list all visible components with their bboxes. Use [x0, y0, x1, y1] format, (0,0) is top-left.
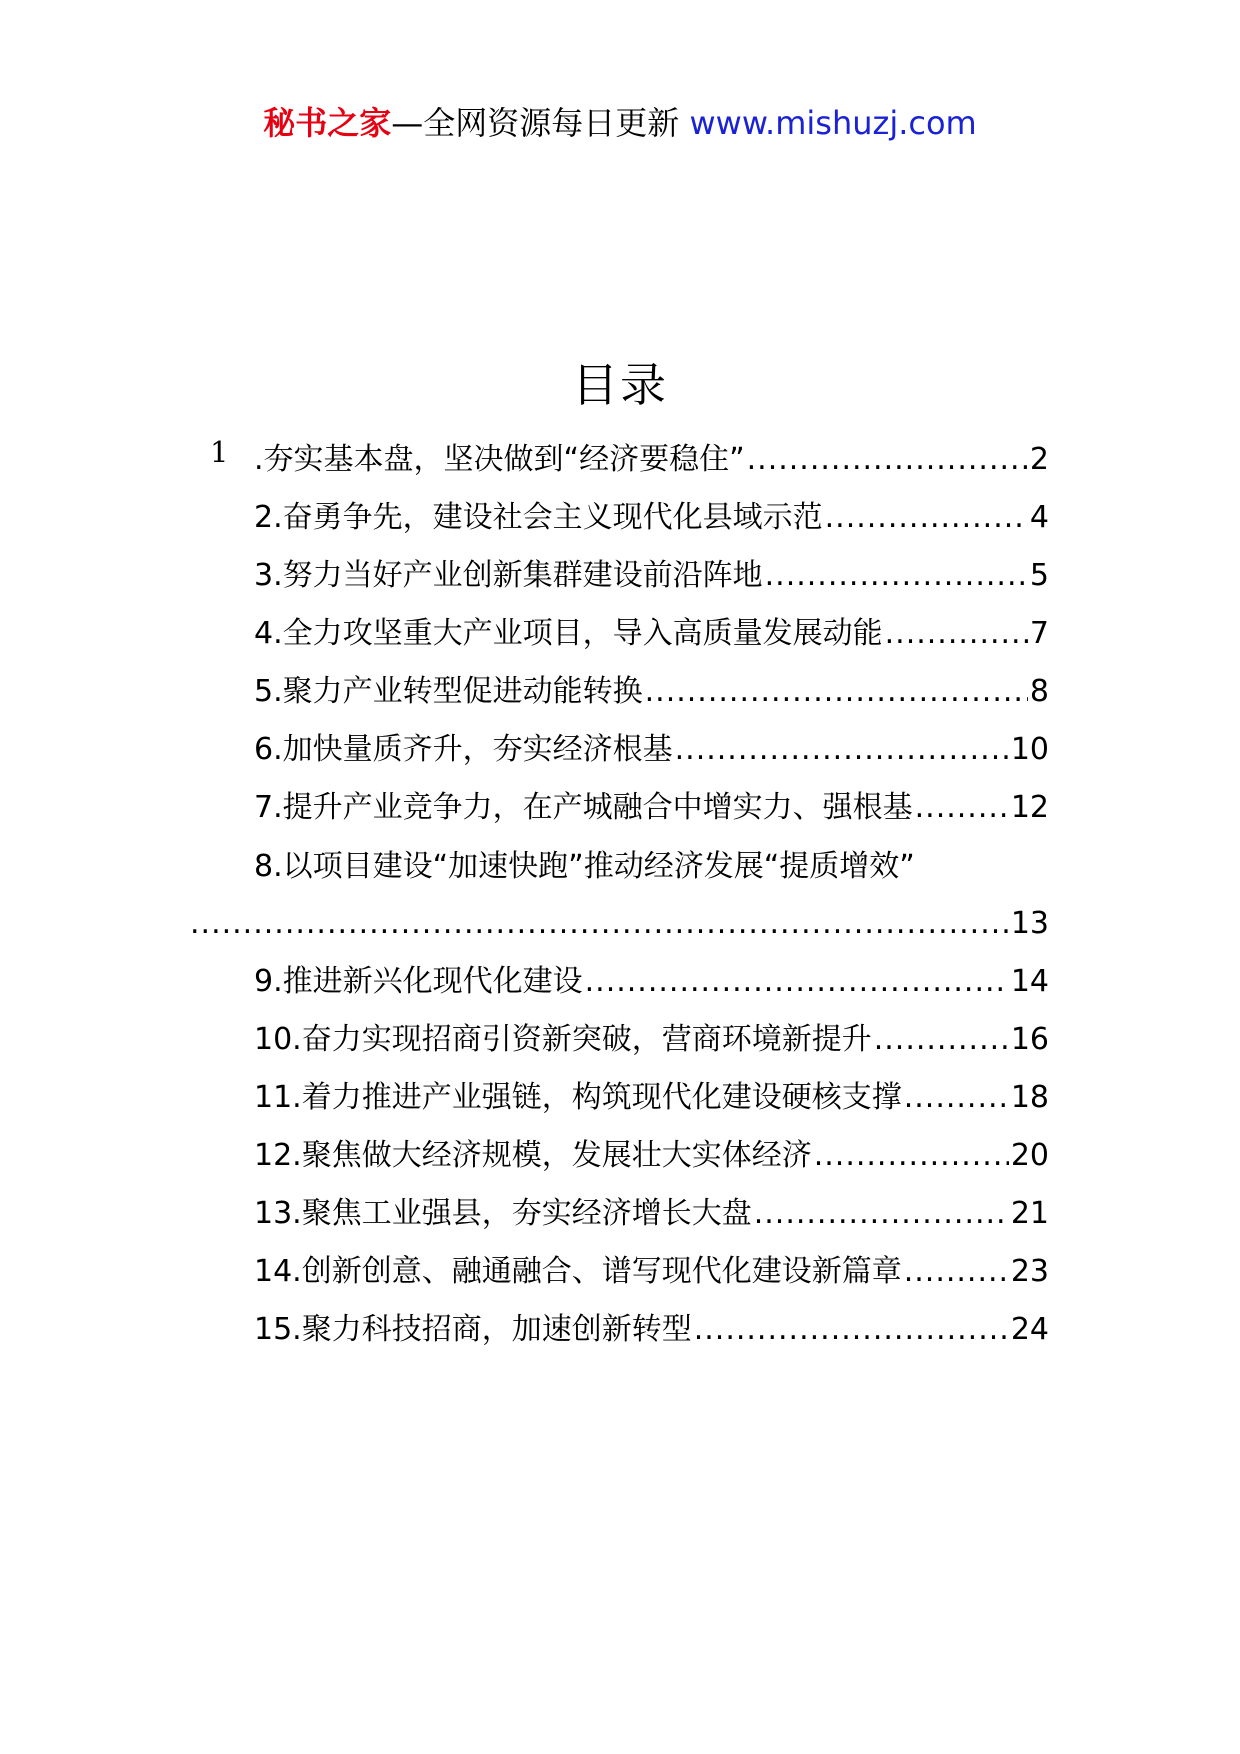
toc-page-number: 16 [1010, 1022, 1049, 1057]
toc-leader-dots [904, 1248, 1009, 1296]
toc-page-number: 20 [1010, 1138, 1049, 1173]
stray-number: 1 [210, 435, 229, 469]
toc-page-number: 14 [1010, 964, 1049, 999]
toc-entry-13[interactable] [254, 1190, 1049, 1238]
toc-page-number: 13 [1010, 906, 1049, 941]
toc-entry-8[interactable] [254, 843, 1049, 891]
toc-label: 15.聚力科技招商，加速创新转型 [254, 1312, 692, 1347]
toc-page-number: 5 [1029, 558, 1049, 593]
toc-leader-dots [585, 958, 1009, 1006]
toc-leader-dots [645, 668, 1028, 716]
toc-entry-7[interactable] [254, 784, 1049, 832]
page-title: 目录 [572, 358, 668, 412]
toc-label: .夯实基本盘，坚决做到“经济要稳住” [254, 442, 745, 477]
toc-entry-11[interactable] [254, 1074, 1049, 1122]
toc-leader-dots [765, 552, 1028, 600]
toc-label: 11.着力推进产业强链，构筑现代化建设硬核支撑 [254, 1080, 902, 1115]
toc-entry-9[interactable] [254, 958, 1049, 1006]
toc-label: 4.全力攻坚重大产业项目，导入高质量发展动能 [254, 616, 883, 651]
toc-leader-dots [190, 900, 1009, 948]
toc-page-number: 2 [1029, 442, 1049, 477]
toc-label: 10.奋力实现招商引资新突破，营商环境新提升 [254, 1022, 872, 1057]
toc-label: 5.聚力产业转型促进动能转换 [254, 674, 643, 709]
toc-label: 6.加快量质齐升，夯实经济根基 [254, 732, 673, 767]
toc-page-number: 23 [1010, 1254, 1049, 1289]
toc-entry-15[interactable] [254, 1306, 1049, 1354]
toc-page-number: 7 [1029, 616, 1049, 651]
toc-label: 13.聚焦工业强县，夯实经济增长大盘 [254, 1196, 752, 1231]
toc-leader-dots [825, 494, 1028, 542]
toc-page-number: 24 [1010, 1312, 1049, 1347]
toc-leader-dots [874, 1016, 1009, 1064]
toc-leader-dots [814, 1132, 1009, 1180]
toc-entry-1[interactable] [254, 436, 1049, 484]
toc-leader-dots [694, 1306, 1009, 1354]
toc-entry-12[interactable] [254, 1132, 1049, 1180]
toc-label: 7.提升产业竞争力，在产城融合中增实力、强根基 [254, 790, 913, 825]
toc-page-number: 18 [1010, 1080, 1049, 1115]
brand-name: 秘书之家 [263, 104, 392, 142]
toc-leader-dots [915, 784, 1009, 832]
toc-leader-dots [885, 610, 1028, 658]
toc-label: 8.以项目建设“加速快跑”推动经济发展“提质增效” [254, 849, 915, 884]
toc-entry-8-continuation[interactable] [190, 900, 1049, 948]
toc-label: 14.创新创意、融通融合、谱写现代化建设新篇章 [254, 1254, 902, 1289]
toc-entry-14[interactable] [254, 1248, 1049, 1296]
toc-page-number: 10 [1010, 732, 1049, 767]
toc-label: 9.推进新兴化现代化建设 [254, 964, 583, 999]
toc-label: 2.奋勇争先，建设社会主义现代化县域示范 [254, 500, 823, 535]
toc-entry-6[interactable] [254, 726, 1049, 774]
toc-page-number: 4 [1029, 500, 1049, 535]
site-url-link[interactable]: www.mishuzj.com [689, 104, 977, 142]
toc-page-number: 12 [1010, 790, 1049, 825]
toc-page-number: 21 [1010, 1196, 1049, 1231]
toc-page-number: 8 [1029, 674, 1049, 709]
toc-label: 3.努力当好产业创新集群建设前沿阵地 [254, 558, 763, 593]
toc-entry-4[interactable] [254, 610, 1049, 658]
toc-leader-dots [675, 726, 1009, 774]
toc-leader-dots [904, 1074, 1009, 1122]
toc-entry-2[interactable] [254, 494, 1049, 542]
toc-entry-3[interactable] [254, 552, 1049, 600]
header-slogan: —全网资源每日更新 [391, 104, 690, 142]
site-header [0, 100, 1240, 146]
toc-leader-dots [754, 1190, 1009, 1238]
toc-label: 12.聚焦做大经济规模，发展壮大实体经济 [254, 1138, 812, 1173]
toc-entry-5[interactable] [254, 668, 1049, 716]
toc-entry-10[interactable] [254, 1016, 1049, 1064]
toc-leader-dots [747, 436, 1028, 484]
